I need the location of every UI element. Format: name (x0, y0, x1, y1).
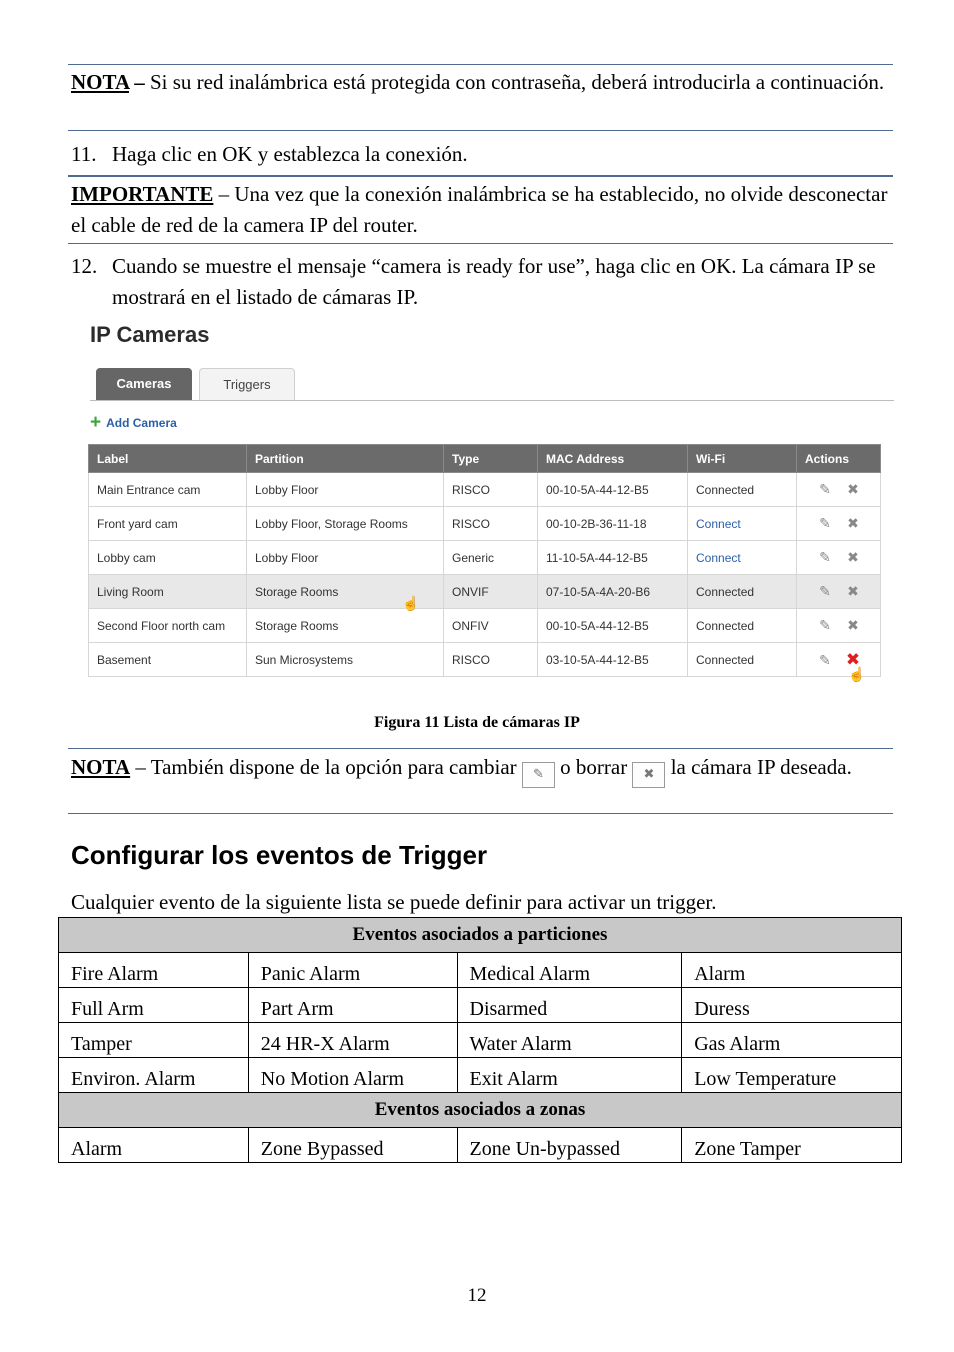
event-cell: Alarm (59, 1128, 249, 1163)
table-row[interactable] (89, 507, 881, 541)
cell-wifi: Connected (688, 609, 797, 643)
table-row[interactable] (89, 473, 881, 507)
delete-x-icon[interactable]: ✖ (847, 481, 859, 497)
table-row (59, 1058, 902, 1093)
connect-link[interactable]: Connect (688, 541, 797, 575)
cell-partition: Storage Rooms (247, 609, 444, 643)
add-camera-label: Add Camera (106, 416, 177, 430)
event-cell: Part Arm (248, 988, 457, 1023)
cell-wifi: Connected (688, 575, 797, 609)
edit-pencil-icon[interactable]: ✎ (819, 617, 831, 633)
cell-label: Basement (89, 643, 247, 677)
note-text: Si su red inalámbrica está protegida con contraseña, deberá introducirla a continuación. (149, 70, 885, 94)
cell-mac: 03-10-5A-44-12-B5 (538, 643, 688, 677)
cell-wifi: Connected (688, 473, 797, 507)
note-label: NOTA (71, 70, 129, 94)
important-label: IMPORTANTE (71, 182, 214, 206)
hand-cursor-icon: ☝ (402, 596, 420, 612)
table-row[interactable] (89, 609, 881, 643)
delete-x-icon[interactable]: ✖ (847, 515, 859, 531)
note-text: la cámara IP deseada. (665, 755, 852, 779)
intro-paragraph: Cualquier evento de la siguiente lista se puede definir para activar un trigger. (71, 890, 717, 914)
cell-mac: 00-10-5A-44-12-B5 (538, 609, 688, 643)
connect-link[interactable]: Connect (688, 507, 797, 541)
event-cell: Zone Tamper (682, 1128, 902, 1163)
event-cell: Fire Alarm (59, 953, 249, 988)
cell-type: RISCO (444, 507, 538, 541)
cell-label: Lobby cam (89, 541, 247, 575)
column-header: Partition (247, 445, 444, 473)
ip-cameras-title: IP Cameras (90, 322, 210, 347)
table-row (59, 1093, 902, 1128)
edit-pencil-icon[interactable]: ✎ (819, 515, 831, 531)
table-row[interactable] (89, 643, 881, 677)
event-cell: No Motion Alarm (248, 1058, 457, 1093)
partition-events-header: Eventos asociados a particiones (59, 918, 902, 953)
column-header: Type (444, 445, 538, 473)
cell-actions (797, 575, 881, 609)
table-row (59, 918, 902, 953)
important-text: Una vez que la conexión inalámbrica se ha establecido, no olvide desconectar el cable de red de la camera IP del router. (71, 182, 888, 237)
cell-partition: Lobby Floor (247, 541, 444, 575)
cell-partition: Lobby Floor (247, 473, 444, 507)
column-header: Wi-Fi (688, 445, 797, 473)
note-paragraph (71, 67, 891, 98)
table-row (59, 1128, 902, 1163)
step-text: Haga clic en OK y establezca la conexión. (112, 142, 468, 166)
zone-events-header: Eventos asociados a zonas (59, 1093, 902, 1128)
event-cell: 24 HR-X Alarm (248, 1023, 457, 1058)
rule (68, 130, 893, 131)
cell-partition: Storage Rooms (247, 575, 444, 609)
delete-x-icon[interactable]: ✖ (847, 617, 859, 633)
delete-x-icon[interactable]: ✖ (845, 649, 861, 669)
cell-label: Second Floor north cam (89, 609, 247, 643)
cell-type: RISCO (444, 643, 538, 677)
step-11 (71, 139, 891, 171)
event-cell: Environ. Alarm (59, 1058, 249, 1093)
cell-wifi: Connected (688, 643, 797, 677)
figure-caption: Figura 11 Lista de cámaras IP (374, 714, 580, 731)
rule (68, 813, 893, 814)
delete-x-icon[interactable]: ✖ (847, 583, 859, 599)
important-paragraph (71, 179, 891, 241)
event-cell: Panic Alarm (248, 953, 457, 988)
note-paragraph (71, 753, 891, 788)
tab-triggers[interactable]: Triggers (199, 368, 295, 400)
event-cell: Exit Alarm (457, 1058, 682, 1093)
note-dash: – (130, 755, 151, 779)
note-dash: – (128, 70, 150, 94)
step-number: 11. (71, 142, 97, 166)
delete-x-icon: ✖ (632, 762, 665, 788)
rule (68, 64, 893, 65)
step-text: Cuando se muestre el mensaje “camera is ready for use”, haga clic en OK. La cámara IP se mostrará en el listado de cámaras IP. (112, 254, 876, 309)
table-row (59, 1023, 902, 1058)
event-cell: Alarm (682, 953, 902, 988)
step-number: 12. (71, 254, 98, 278)
cell-actions (797, 609, 881, 643)
cell-actions (797, 643, 881, 677)
edit-pencil-icon[interactable]: ✎ (819, 549, 831, 565)
table-row[interactable] (89, 541, 881, 575)
event-cell: Zone Un-bypassed (457, 1128, 682, 1163)
cell-label: Main Entrance cam (89, 473, 247, 507)
cell-mac: 11-10-5A-44-12-B5 (538, 541, 688, 575)
cell-type: ONVIF (444, 575, 538, 609)
note-text: o borrar (554, 755, 633, 779)
edit-pencil-icon[interactable]: ✎ (819, 583, 831, 599)
add-camera-button[interactable] (90, 412, 177, 433)
event-cell: Disarmed (457, 988, 682, 1023)
cameras-table (88, 444, 881, 677)
table-row[interactable] (89, 575, 881, 609)
events-table (58, 917, 902, 1163)
edit-pencil-icon: ✎ (522, 762, 555, 788)
event-cell: Zone Bypassed (248, 1128, 457, 1163)
column-header: MAC Address (538, 445, 688, 473)
table-row (59, 953, 902, 988)
tab-cameras[interactable]: Cameras (96, 368, 192, 400)
cell-type: Generic (444, 541, 538, 575)
cell-partition: Sun Microsystems (247, 643, 444, 677)
rule (68, 243, 893, 244)
rule (68, 175, 893, 177)
edit-pencil-icon[interactable]: ✎ (819, 481, 831, 497)
cell-actions (797, 541, 881, 575)
section-heading: Configurar los eventos de Trigger (71, 840, 488, 870)
step-12 (71, 251, 891, 315)
rule (68, 748, 893, 749)
edit-pencil-icon[interactable]: ✎ (819, 651, 831, 668)
cell-type: ONFIV (444, 609, 538, 643)
important-dash: – (213, 182, 235, 206)
table-row (59, 988, 902, 1023)
event-cell: Duress (682, 988, 902, 1023)
cell-mac: 00-10-2B-36-11-18 (538, 507, 688, 541)
delete-x-icon[interactable]: ✖ (847, 549, 859, 565)
cell-type: RISCO (444, 473, 538, 507)
cell-mac: 07-10-5A-4A-20-B6 (538, 575, 688, 609)
page-number: 12 (467, 1285, 487, 1306)
column-header: Actions (797, 445, 881, 473)
event-cell: Water Alarm (457, 1023, 682, 1058)
note-label: NOTA (71, 755, 131, 779)
hand-cursor-icon: ☝ (848, 667, 866, 683)
event-cell: Low Temperature (682, 1058, 902, 1093)
cell-partition: Lobby Floor, Storage Rooms (247, 507, 444, 541)
event-cell: Medical Alarm (457, 953, 682, 988)
cell-actions (797, 473, 881, 507)
cell-label: Front yard cam (89, 507, 247, 541)
event-cell: Full Arm (59, 988, 249, 1023)
event-cell: Gas Alarm (682, 1023, 902, 1058)
cell-label: Living Room (89, 575, 247, 609)
plus-icon: + (90, 412, 102, 433)
cell-mac: 00-10-5A-44-12-B5 (538, 473, 688, 507)
table-header (89, 445, 881, 473)
cell-actions (797, 507, 881, 541)
tabs-divider (90, 400, 894, 401)
column-header: Label (89, 445, 247, 473)
event-cell: Tamper (59, 1023, 249, 1058)
note-text: También dispone de la opción para cambiar (150, 755, 522, 779)
